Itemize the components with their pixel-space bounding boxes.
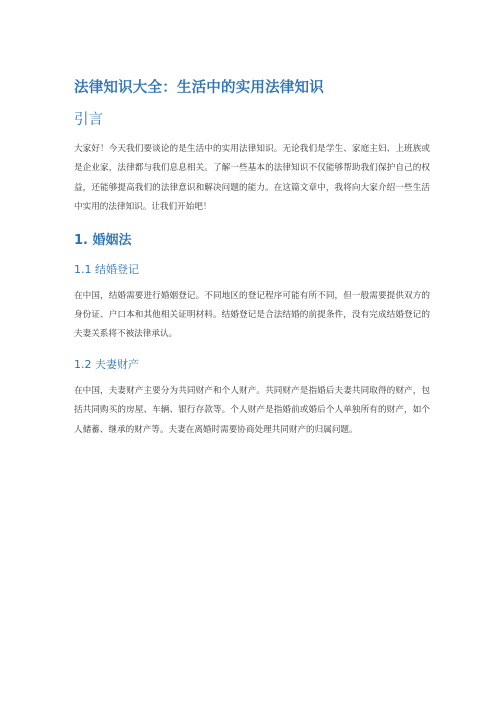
- section-introduction: [74, 110, 430, 218]
- introduction-paragraph: 大家好！今天我们要谈论的是生活中的实用法律知识。无论我们是学生、家庭主妇、上班族或是企业家，法律都与我们息息相关。了解一些基本的法律知识不仅能够帮助我们保护自己的权益，还能够提高我们的法律意识和解决问题的能力。在这篇文章中，我将向大家介绍一些生活中实用的法律知识。让我们开始吧！: [74, 144, 430, 213]
- subsection-heading-marriage-registration: 1.1 结婚登记: [74, 262, 139, 276]
- subsection-marriage-registration: [74, 262, 430, 345]
- section-heading-marriage-law: 1. 婚姻法: [74, 232, 132, 248]
- section-marriage-law: [74, 232, 430, 440]
- subsection-heading-marital-property: 1.2 夫妻财产: [74, 357, 139, 371]
- marriage-registration-paragraph: 在中国，结婚需要进行婚姻登记。不同地区的登记程序可能有所不同，但一般需要提供双方的身份证、户口本和其他相关证明材料。结婚登记是合法结婚的前提条件，没有完成结婚登记的夫妻关系将不被法律承认。: [74, 290, 430, 340]
- marital-property-paragraph: 在中国，夫妻财产主要分为共同财产和个人财产。共同财产是指婚后夫妻共同取得的财产，包括共同购买的房屋、车辆、银行存款等。个人财产是指婚前或婚后个人单独所有的财产，如个人储蓄、继承的财产等。夫妻在离婚时需要协商处理共同财产的归属问题。: [74, 385, 430, 435]
- subsection-marital-property: [74, 357, 430, 440]
- document-title: 法律知识大全：生活中的实用法律知识: [74, 80, 324, 96]
- section-heading-introduction: 引言: [74, 112, 103, 128]
